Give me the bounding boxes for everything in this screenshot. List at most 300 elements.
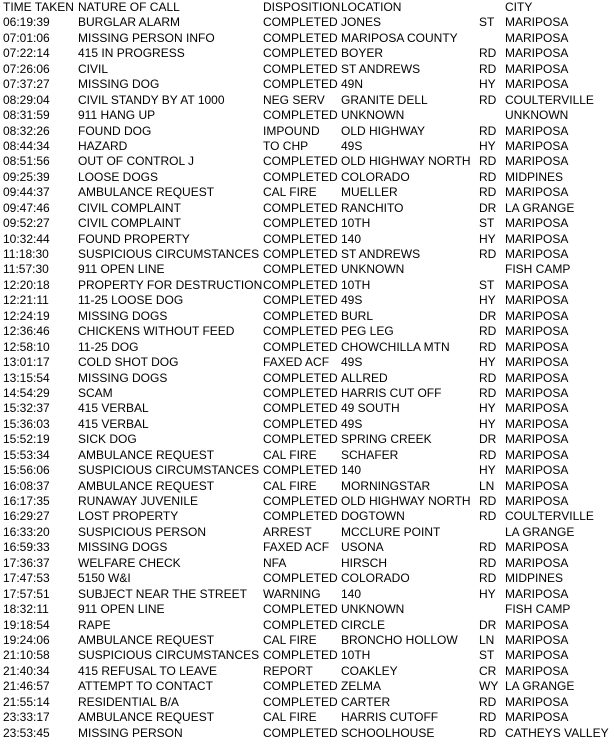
cell-time-taken: 23:53:45 bbox=[3, 725, 50, 740]
cell-location: MARIPOSA COUNTY bbox=[341, 30, 458, 45]
cell-location: SPRING CREEK bbox=[341, 432, 432, 447]
table-row bbox=[0, 15, 614, 30]
cell-location: 49S bbox=[341, 355, 363, 370]
table-row bbox=[0, 309, 614, 324]
cell-time-taken: 08:29:04 bbox=[3, 92, 50, 107]
cell-time-taken: 17:47:53 bbox=[3, 571, 50, 586]
table-row bbox=[0, 509, 614, 524]
cell-disposition: CAL FIRE bbox=[263, 632, 317, 647]
cell-city: MARIPOSA bbox=[505, 123, 569, 138]
cell-location: UNKNOWN bbox=[341, 108, 405, 123]
cell-time-taken: 12:58:10 bbox=[3, 339, 50, 354]
cell-disposition: WARNING bbox=[263, 586, 321, 601]
cell-time-taken: 12:36:46 bbox=[3, 324, 50, 339]
cell-location: ST ANDREWS bbox=[341, 61, 421, 76]
cell-nature-of-call: 5150 W&I bbox=[78, 571, 131, 586]
cell-time-taken: 15:53:34 bbox=[3, 447, 50, 462]
cell-city: LA GRANGE bbox=[505, 679, 575, 694]
cell-street-suffix: RD bbox=[479, 123, 497, 138]
table-row bbox=[0, 324, 614, 339]
cell-street-suffix: HY bbox=[479, 463, 496, 478]
cell-city: MIDPINES bbox=[505, 169, 564, 184]
cell-street-suffix: RD bbox=[479, 324, 497, 339]
cell-street-suffix: RD bbox=[479, 46, 497, 61]
table-row bbox=[0, 494, 614, 509]
cell-city: MARIPOSA bbox=[505, 277, 569, 292]
cell-city: MARIPOSA bbox=[505, 77, 569, 92]
table-row bbox=[0, 232, 614, 247]
cell-street-suffix: RD bbox=[479, 61, 497, 76]
cell-city: MARIPOSA bbox=[505, 617, 569, 632]
cell-nature-of-call: 415 IN PROGRESS bbox=[78, 46, 185, 61]
cell-location: RANCHITO bbox=[341, 200, 404, 215]
cell-disposition: COMPLETED bbox=[263, 432, 338, 447]
cell-time-taken: 21:46:57 bbox=[3, 679, 50, 694]
cell-nature-of-call: MISSING DOG bbox=[78, 77, 160, 92]
cell-street-suffix: ST bbox=[479, 15, 495, 30]
cell-nature-of-call: AMBULANCE REQUEST bbox=[78, 447, 215, 462]
cell-time-taken: 15:32:37 bbox=[3, 401, 50, 416]
cell-location: DOGTOWN bbox=[341, 509, 405, 524]
cell-nature-of-call: RAPE bbox=[78, 617, 111, 632]
cell-time-taken: 12:20:18 bbox=[3, 277, 50, 292]
cell-time-taken: 23:33:17 bbox=[3, 710, 50, 725]
cell-disposition: COMPLETED bbox=[263, 262, 338, 277]
table-row bbox=[0, 432, 614, 447]
cell-time-taken: 09:47:46 bbox=[3, 200, 50, 215]
cell-city: MARIPOSA bbox=[505, 416, 569, 431]
table-row bbox=[0, 525, 614, 540]
cell-street-suffix: RD bbox=[479, 725, 497, 740]
cell-location: SCHOOLHOUSE bbox=[341, 725, 435, 740]
cell-nature-of-call: MISSING PERSON bbox=[78, 725, 183, 740]
cell-time-taken: 08:31:59 bbox=[3, 108, 50, 123]
cell-city: MARIPOSA bbox=[505, 710, 569, 725]
cell-street-suffix: CR bbox=[479, 663, 497, 678]
cell-location: PEG LEG bbox=[341, 324, 394, 339]
cell-location: GRANITE DELL bbox=[341, 92, 428, 107]
cell-street-suffix: RD bbox=[479, 92, 497, 107]
cell-city: MARIPOSA bbox=[505, 555, 569, 570]
cell-city: MARIPOSA bbox=[505, 293, 569, 308]
cell-nature-of-call: AMBULANCE REQUEST bbox=[78, 478, 215, 493]
cell-location: HIRSCH bbox=[341, 555, 388, 570]
cell-nature-of-call: 415 REFUSAL TO LEAVE bbox=[78, 663, 217, 678]
cell-location: MUELLER bbox=[341, 185, 398, 200]
cell-nature-of-call: 11-25 LOOSE DOG bbox=[78, 293, 184, 308]
table-row bbox=[0, 664, 614, 679]
cell-location: 140 bbox=[341, 231, 362, 246]
cell-time-taken: 15:56:06 bbox=[3, 463, 50, 478]
cell-city: MIDPINES bbox=[505, 571, 564, 586]
cell-city: MARIPOSA bbox=[505, 231, 569, 246]
cell-city: MARIPOSA bbox=[505, 494, 569, 508]
cell-location: OLD HIGHWAY NORTH bbox=[341, 494, 471, 508]
cell-disposition: COMPLETED bbox=[263, 463, 338, 478]
cell-street-suffix: LN bbox=[479, 632, 495, 647]
cell-nature-of-call: SUSPICIOUS CIRCUMSTANCES bbox=[78, 247, 260, 261]
table-row bbox=[0, 556, 614, 571]
cell-disposition: COMPLETED bbox=[263, 602, 338, 617]
cell-city: MARIPOSA bbox=[505, 30, 569, 45]
cell-location: OLD HIGHWAY bbox=[341, 123, 426, 138]
cell-street-suffix: ST bbox=[479, 648, 495, 663]
header-city: CITY bbox=[505, 0, 533, 14]
cell-street-suffix: LN bbox=[479, 478, 495, 493]
cell-city: MARIPOSA bbox=[505, 694, 569, 709]
cell-nature-of-call: 911 OPEN LINE bbox=[78, 602, 165, 617]
cell-disposition: FAXED ACF bbox=[263, 540, 330, 555]
cell-street-suffix: RD bbox=[479, 571, 497, 586]
cell-street-suffix: WY bbox=[479, 679, 499, 694]
cell-nature-of-call: COLD SHOT DOG bbox=[78, 355, 179, 370]
cell-location: UNKNOWN bbox=[341, 262, 405, 277]
cell-disposition: CAL FIRE bbox=[263, 478, 317, 493]
cell-time-taken: 10:32:44 bbox=[3, 231, 50, 246]
cell-time-taken: 17:36:37 bbox=[3, 555, 50, 570]
cell-nature-of-call: SUSPICIOUS CIRCUMSTANCES bbox=[78, 648, 260, 663]
cell-time-taken: 16:08:37 bbox=[3, 478, 50, 493]
cell-city: MARIPOSA bbox=[505, 308, 569, 323]
cell-city: MARIPOSA bbox=[505, 138, 569, 153]
cell-street-suffix: RD bbox=[479, 385, 497, 400]
cell-street-suffix: ST bbox=[479, 216, 495, 231]
cell-disposition: COMPLETED bbox=[263, 46, 338, 61]
cell-nature-of-call: LOOSE DOGS bbox=[78, 169, 159, 184]
cell-time-taken: 09:44:37 bbox=[3, 185, 50, 200]
cell-city: FISH CAMP bbox=[505, 262, 571, 277]
cell-disposition: COMPLETED bbox=[263, 293, 338, 308]
table-row bbox=[0, 633, 614, 648]
cell-location: COLORADO bbox=[341, 169, 410, 184]
cell-location: CIRCLE bbox=[341, 617, 386, 632]
table-row bbox=[0, 618, 614, 633]
cell-time-taken: 15:52:19 bbox=[3, 432, 50, 447]
cell-disposition: TO CHP bbox=[263, 138, 309, 153]
cell-disposition: COMPLETED bbox=[263, 154, 338, 169]
cell-disposition: COMPLETED bbox=[263, 694, 338, 709]
cell-street-suffix: RD bbox=[479, 494, 497, 508]
cell-time-taken: 07:26:06 bbox=[3, 61, 50, 76]
table-row bbox=[0, 648, 614, 663]
table-row bbox=[0, 386, 614, 401]
cell-nature-of-call: FOUND PROPERTY bbox=[78, 231, 190, 246]
cell-time-taken: 13:01:17 bbox=[3, 355, 50, 370]
cell-city: MARIPOSA bbox=[505, 15, 569, 30]
cell-time-taken: 13:15:54 bbox=[3, 370, 50, 385]
cell-location: 10TH bbox=[341, 277, 371, 292]
cell-nature-of-call: ATTEMPT TO CONTACT bbox=[78, 679, 213, 694]
cell-location: 49S bbox=[341, 138, 363, 153]
table-row bbox=[0, 293, 614, 308]
cell-city: MARIPOSA bbox=[505, 154, 569, 169]
cell-disposition: FAXED ACF bbox=[263, 355, 330, 370]
cell-city: MARIPOSA bbox=[505, 61, 569, 76]
cell-city: MARIPOSA bbox=[505, 185, 569, 200]
cell-time-taken: 16:59:33 bbox=[3, 540, 50, 555]
cell-time-taken: 08:32:26 bbox=[3, 123, 50, 138]
cell-disposition: REPORT bbox=[263, 663, 313, 678]
cell-street-suffix: RD bbox=[479, 509, 497, 524]
table-row bbox=[0, 710, 614, 725]
cell-location: CARTER bbox=[341, 694, 391, 709]
cell-street-suffix: RD bbox=[479, 154, 497, 169]
cell-time-taken: 09:25:39 bbox=[3, 169, 50, 184]
table-row bbox=[0, 46, 614, 61]
cell-nature-of-call: 415 VERBAL bbox=[78, 401, 149, 416]
cell-disposition: ARREST bbox=[263, 524, 312, 539]
cell-nature-of-call: BURGLAR ALARM bbox=[78, 15, 181, 30]
cell-city: LA GRANGE bbox=[505, 524, 575, 539]
cell-city: CATHEYS VALLEY bbox=[505, 725, 609, 740]
cell-disposition: IMPOUND bbox=[263, 123, 320, 138]
cell-time-taken: 19:24:06 bbox=[3, 632, 50, 647]
cell-city: MARIPOSA bbox=[505, 432, 569, 447]
cell-nature-of-call: HAZARD bbox=[78, 138, 128, 153]
table-row bbox=[0, 587, 614, 602]
cell-disposition: COMPLETED bbox=[263, 617, 338, 632]
cell-disposition: COMPLETED bbox=[263, 77, 338, 92]
cell-time-taken: 07:37:27 bbox=[3, 77, 50, 92]
cell-nature-of-call: 911 HANG UP bbox=[78, 108, 156, 123]
cell-street-suffix: RD bbox=[479, 447, 497, 462]
cell-street-suffix: DR bbox=[479, 432, 497, 447]
cell-time-taken: 14:54:29 bbox=[3, 385, 50, 400]
cell-time-taken: 16:33:20 bbox=[3, 524, 50, 539]
cell-nature-of-call: SUBJECT NEAR THE STREET bbox=[78, 586, 247, 601]
cell-location: HARRIS CUTOFF bbox=[341, 710, 439, 725]
table-row bbox=[0, 62, 614, 77]
cell-location: USONA bbox=[341, 540, 384, 555]
cell-nature-of-call: RESIDENTIAL B/A bbox=[78, 694, 179, 709]
cell-time-taken: 12:24:19 bbox=[3, 308, 50, 323]
cell-street-suffix: RD bbox=[479, 185, 497, 200]
cell-city: COULTERVILLE bbox=[505, 509, 594, 524]
cell-time-taken: 06:19:39 bbox=[3, 15, 50, 30]
cell-location: SCHAFER bbox=[341, 447, 399, 462]
table-row bbox=[0, 262, 614, 277]
cell-city: MARIPOSA bbox=[505, 355, 569, 370]
cell-location: ST ANDREWS bbox=[341, 247, 421, 261]
cell-disposition: COMPLETED bbox=[263, 385, 338, 400]
cell-location: HARRIS CUT OFF bbox=[341, 385, 442, 400]
header-time-taken: TIME TAKEN bbox=[3, 0, 74, 14]
header-nature-of-call: NATURE OF CALL bbox=[78, 0, 180, 14]
table-row bbox=[0, 216, 614, 231]
cell-street-suffix: HY bbox=[479, 401, 496, 416]
cell-disposition: COMPLETED bbox=[263, 370, 338, 385]
cell-nature-of-call: PROPERTY FOR DESTRUCTION bbox=[78, 277, 263, 292]
cell-disposition: COMPLETED bbox=[263, 725, 338, 740]
cell-nature-of-call: FOUND DOG bbox=[78, 123, 152, 138]
cell-disposition: NFA bbox=[263, 555, 287, 570]
cell-location: JONES bbox=[341, 15, 382, 30]
cell-street-suffix: RD bbox=[479, 370, 497, 385]
cell-city: MARIPOSA bbox=[505, 247, 569, 261]
cell-street-suffix: HY bbox=[479, 416, 496, 431]
table-row bbox=[0, 417, 614, 432]
cell-location: 49S bbox=[341, 293, 363, 308]
cell-nature-of-call: AMBULANCE REQUEST bbox=[78, 185, 215, 200]
table-row bbox=[0, 726, 614, 741]
cell-disposition: COMPLETED bbox=[263, 231, 338, 246]
cell-location: BOYER bbox=[341, 46, 384, 61]
table-row bbox=[0, 602, 614, 617]
cell-disposition: COMPLETED bbox=[263, 509, 338, 524]
cell-street-suffix: RD bbox=[479, 247, 497, 261]
cell-disposition: COMPLETED bbox=[263, 494, 338, 508]
cell-street-suffix: RD bbox=[479, 169, 497, 184]
cell-location: 49 SOUTH bbox=[341, 401, 400, 416]
cell-location: UNKNOWN bbox=[341, 602, 405, 617]
cell-disposition: COMPLETED bbox=[263, 679, 338, 694]
cell-nature-of-call: SCAM bbox=[78, 385, 113, 400]
cell-time-taken: 09:52:27 bbox=[3, 216, 50, 231]
cell-location: 10TH bbox=[341, 648, 371, 663]
cell-location: COLORADO bbox=[341, 571, 410, 586]
cell-city: MARIPOSA bbox=[505, 632, 569, 647]
table-row bbox=[0, 479, 614, 494]
cell-city: MARIPOSA bbox=[505, 540, 569, 555]
cell-time-taken: 21:55:14 bbox=[3, 694, 50, 709]
cell-nature-of-call: CIVIL bbox=[78, 61, 109, 76]
cell-disposition: COMPLETED bbox=[263, 401, 338, 416]
cell-location: BRONCHO HOLLOW bbox=[341, 632, 458, 647]
table-row bbox=[0, 571, 614, 586]
table-row bbox=[0, 170, 614, 185]
cell-disposition: COMPLETED bbox=[263, 324, 338, 339]
cell-location: ALLRED bbox=[341, 370, 388, 385]
cell-nature-of-call: CIVIL COMPLAINT bbox=[78, 216, 181, 231]
cell-disposition: COMPLETED bbox=[263, 308, 338, 323]
cell-street-suffix: RD bbox=[479, 694, 497, 709]
cell-location: BURL bbox=[341, 308, 374, 323]
cell-city: MARIPOSA bbox=[505, 478, 569, 493]
table-row bbox=[0, 463, 614, 478]
cell-nature-of-call: AMBULANCE REQUEST bbox=[78, 632, 215, 647]
cell-time-taken: 07:01:06 bbox=[3, 30, 50, 45]
cell-disposition: CAL FIRE bbox=[263, 710, 317, 725]
cell-location: 49N bbox=[341, 77, 364, 92]
cell-city: MARIPOSA bbox=[505, 463, 569, 478]
cell-nature-of-call: SUSPICIOUS CIRCUMSTANCES bbox=[78, 463, 260, 478]
cell-disposition: COMPLETED bbox=[263, 108, 338, 123]
cell-city: MARIPOSA bbox=[505, 216, 569, 231]
cell-street-suffix: HY bbox=[479, 293, 496, 308]
cell-nature-of-call: RUNAWAY JUVENILE bbox=[78, 494, 199, 508]
cell-city: MARIPOSA bbox=[505, 370, 569, 385]
cell-city: MARIPOSA bbox=[505, 46, 569, 61]
cell-nature-of-call: MISSING PERSON INFO bbox=[78, 30, 215, 45]
cell-nature-of-call: CIVIL COMPLAINT bbox=[78, 200, 181, 215]
cell-location: 49S bbox=[341, 416, 363, 431]
table-row bbox=[0, 371, 614, 386]
cell-time-taken: 12:21:11 bbox=[3, 293, 49, 308]
table-row bbox=[0, 401, 614, 416]
cell-disposition: COMPLETED bbox=[263, 247, 338, 261]
cell-nature-of-call: MISSING DOGS bbox=[78, 540, 168, 555]
cell-time-taken: 07:22:14 bbox=[3, 46, 50, 61]
cell-nature-of-call: 415 VERBAL bbox=[78, 416, 149, 431]
table-row bbox=[0, 201, 614, 216]
cell-time-taken: 11:18:30 bbox=[3, 247, 49, 261]
cell-location: 140 bbox=[341, 586, 362, 601]
cell-street-suffix: HY bbox=[479, 231, 496, 246]
cell-disposition: COMPLETED bbox=[263, 15, 338, 30]
cell-disposition: COMPLETED bbox=[263, 339, 338, 354]
call-log-rows bbox=[0, 15, 614, 741]
cell-city: UNKNOWN bbox=[505, 108, 569, 123]
table-row bbox=[0, 340, 614, 355]
header-location: LOCATION bbox=[341, 0, 402, 14]
table-row bbox=[0, 695, 614, 710]
cell-location: MORNINGSTAR bbox=[341, 478, 431, 493]
cell-nature-of-call: CHICKENS WITHOUT FEED bbox=[78, 324, 235, 339]
cell-nature-of-call: AMBULANCE REQUEST bbox=[78, 710, 215, 725]
cell-time-taken: 16:29:27 bbox=[3, 509, 50, 524]
cell-nature-of-call: OUT OF CONTROL J bbox=[78, 154, 195, 169]
table-row bbox=[0, 448, 614, 463]
table-row bbox=[0, 540, 614, 555]
cell-street-suffix: DR bbox=[479, 308, 497, 323]
cell-location: OLD HIGHWAY NORTH bbox=[341, 154, 471, 169]
cell-disposition: COMPLETED bbox=[263, 30, 338, 45]
table-row bbox=[0, 31, 614, 46]
cell-nature-of-call: 11-25 DOG bbox=[78, 339, 139, 354]
cell-city: MARIPOSA bbox=[505, 648, 569, 663]
table-row bbox=[0, 247, 614, 262]
header-disposition: DISPOSITION bbox=[263, 0, 341, 14]
cell-city: MARIPOSA bbox=[505, 324, 569, 339]
cell-disposition: CAL FIRE bbox=[263, 447, 317, 462]
cell-time-taken: 08:51:56 bbox=[3, 154, 50, 169]
cell-time-taken: 15:36:03 bbox=[3, 416, 50, 431]
cell-nature-of-call: SUSPICIOUS PERSON bbox=[78, 524, 207, 539]
cell-street-suffix: ST bbox=[479, 277, 495, 292]
cell-location: 140 bbox=[341, 463, 362, 478]
cell-location: CHOWCHILLA MTN bbox=[341, 339, 450, 354]
cell-nature-of-call: WELFARE CHECK bbox=[78, 555, 181, 570]
cell-nature-of-call: MISSING DOGS bbox=[78, 370, 168, 385]
table-row bbox=[0, 185, 614, 200]
cell-disposition: CAL FIRE bbox=[263, 185, 317, 200]
cell-time-taken: 21:40:34 bbox=[3, 663, 50, 678]
cell-time-taken: 11:57:30 bbox=[3, 262, 49, 277]
cell-location: COAKLEY bbox=[341, 663, 398, 678]
cell-street-suffix: HY bbox=[479, 138, 496, 153]
cell-street-suffix: HY bbox=[479, 586, 496, 601]
cell-city: LA GRANGE bbox=[505, 200, 575, 215]
cell-disposition: COMPLETED bbox=[263, 216, 338, 231]
cell-city: MARIPOSA bbox=[505, 339, 569, 354]
table-row bbox=[0, 355, 614, 370]
table-row bbox=[0, 679, 614, 694]
cell-city: MARIPOSA bbox=[505, 447, 569, 462]
cell-time-taken: 16:17:35 bbox=[3, 494, 50, 508]
cell-location: MCCLURE POINT bbox=[341, 524, 441, 539]
header-row bbox=[0, 0, 614, 15]
table-row bbox=[0, 108, 614, 123]
cell-location: ZELMA bbox=[341, 679, 382, 694]
cell-nature-of-call: CIVIL STANDY BY AT 1000 bbox=[78, 92, 225, 107]
cell-time-taken: 08:44:34 bbox=[3, 138, 50, 153]
cell-city: FISH CAMP bbox=[505, 602, 571, 617]
cell-time-taken: 19:18:54 bbox=[3, 617, 50, 632]
cell-street-suffix: HY bbox=[479, 355, 496, 370]
cell-time-taken: 21:10:58 bbox=[3, 648, 50, 663]
cell-street-suffix: HY bbox=[479, 77, 496, 92]
cell-street-suffix: DR bbox=[479, 200, 497, 215]
